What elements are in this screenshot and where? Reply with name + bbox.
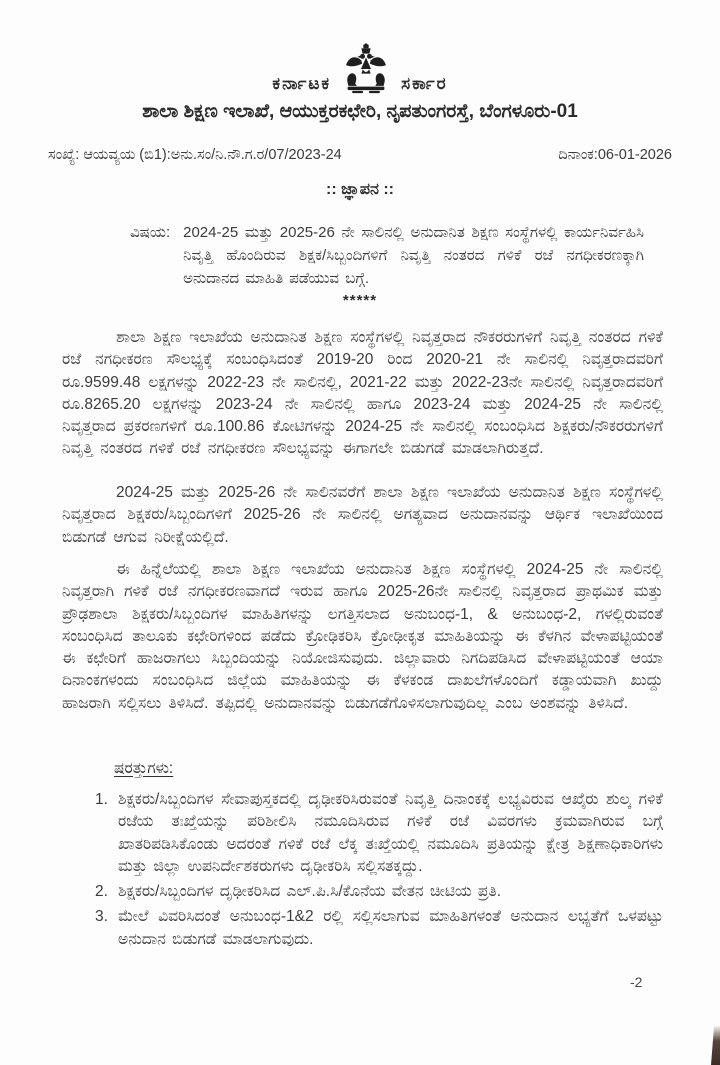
office-address-line: ಶಾಲಾ ಶಿಕ್ಷಣ ಇಲಾಖೆ, ಆಯುಕ್ತರಕಛೇರಿ, ನೃಪತುಂಗರಸ್ತೆ, ಬೆಂಗಳೂರು-01 xyxy=(142,101,578,122)
body-paragraph-2: 2024-25 ಮತ್ತು 2025-26 ನೇ ಸಾಲಿನವರೆಗೆ ಶಾಲಾ ಶಿಕ್ಷಣ ಇಲಾಖೆಯ ಅನುದಾನಿತ ಶಿಕ್ಷಣ ಸಂಸ್ಥೆಗಳಲ್ಲಿ ನಿವೃತ್ತರಾದ ಶಿಕ್ಷಕರು/ಸಿಬ್ಬಂದಿಗಳಿಗೆ 2025-26 ನೇ ಸಾಲಿನಲ್ಲಿ ಅಗತ್ಯವಾದ ಅನುದಾನವನ್ನು ಆರ್ಥಿಕ ಇಲಾಖೆಯಿಂದ ಬಿಡುಗಡೆ ಆಗುವ ನಿರೀಕ್ಷೆಯಲ್ಲಿದೆ. xyxy=(62,484,663,546)
government-header xyxy=(0,42,720,96)
body-paragraph-3: ಈ ಹಿನ್ನೆಲೆಯಲ್ಲಿ ಶಾಲಾ ಶಿಕ್ಷಣ ಇಲಾಖೆಯ ಅನುದಾನಿತ ಶಿಕ್ಷಣ ಸಂಸ್ಥೆಗಳಲ್ಲಿ 2024-25 ನೇ ಸಾಲಿನಲ್ಲಿ ನಿವೃತ್ತರಾಗಿ ಗಳಿಕೆ ರಜೆ ನಗಧೀಕರಣವಾಗದೆ ಇರುವ ಹಾಗೂ 2025-26ನೇ ಸಾಲಿನಲ್ಲಿ ನಿವೃತ್ತರಾದ ಪ್ರಾಥಮಿಕ ಮತ್ತು ಪ್ರೌಢಶಾಲಾ ಶಿಕ್ಷಕರು/ಸಿಬ್ಬಂದಿಗಳ ಮಾಹಿತಿಗಳನ್ನು ಲಗತ್ತಿಸಲಾದ ಅನುಬಂಧ-1, & ಅನುಬಂಧ-2, ಗಳಲ್ಲಿರುವಂತೆ ಸಂಬಂಧಿಸಿದ ತಾಲೂಕು ಕಛೇರಿಗಳಿಂದ ಪಡೆದು ಕ್ರೋಢಿಕರಿಸಿ ಕ್ರೋಢೀಕೃತ ಮಾಹಿತಿಯನ್ನು ಈ ಕೆಳಗಿನ ವೇಳಾಪಟ್ಟಿಯಂತೆ ಈ ಕಛೇರಿಗೆ ಹಾಜರಾಗಲು ಸಿಬ್ಬಂದಿಯನ್ನು ನಿಯೋಜಿಸುವುದು. ಜಿಲ್ಲಾವಾರು ನಿಗದಿಪಡಿಸಿದ ವೇಳಾಪಟ್ಟಿಯಂತೆ ಆಯಾ ದಿನಾಂಕಗಳಂದು ಸಂಬಂಧಿಸಿದ ಜಿಲ್ಲೆಯ ಮಾಹಿತಿಯನ್ನು ಈ ಕೆಳಕಂಡ ದಾಖಲೆಗಳೊಂದಿಗೆ ಕಡ್ಡಾಯವಾಗಿ ಖುದ್ದು ಹಾಜರಾಗಿ ಸಲ್ಲಿಸಲು ತಿಳಿಸಿದೆ. ತಪ್ಪಿದಲ್ಲಿ ಅನುದಾನವನ್ನು ಬಿಡುಗಡೆಗೊಳಿಸಲಾಗುವುದಿಲ್ಲ ಎಂಬ ಅಂಶವನ್ನು ತಿಳಿಸಿದೆ. xyxy=(62,561,663,712)
condition-item-3 xyxy=(95,906,663,951)
government-name-left: ಕರ್ನಾಟಕ xyxy=(272,74,332,93)
condition-item-2 xyxy=(95,881,663,903)
reference-number: ಸಂಖ್ಯೆ: ಆಯವ್ಯಯ (ಬಿ1):ಅನು.ಸಂ/ನಿ.ನೌ.ಗ.ರ/07/2023-24 xyxy=(48,147,342,163)
condition-item-1 xyxy=(95,789,663,878)
condition-text: ಶಿಕ್ಷಕರು/ಸಿಬ್ಬಂದಿಗಳ ಸೇವಾಪುಸ್ತಕದಲ್ಲಿ ದೃಢೀಕರಿಸಿರುವಂತೆ ನಿವೃತ್ತಿ ದಿನಾಂಕಕ್ಕೆ ಲಭ್ಯವಿರುವ ಆಖೈರು ಶುಲ್ಕ ಗಳಿಕೆ ರಜೆಯ ತಃಖ್ತೆಯನ್ನು ಪರಿಶೀಲಿಸಿ ನಮೂದಿಸಿರುವ ಗಳಿಕೆ ರಜೆ ವಿವರಗಳು ಕ್ರಮವಾಗಿರುವ ಬಗ್ಗೆ ಖಾತರಿಪಡಿಸಿಕೊಂಡು ಅದರಂತೆ ಗಳಿಕೆ ರಜೆ ಲೆಕ್ಕ ತಃಖ್ತೆಯಲ್ಲಿ ನಮೂದಿಸಿ ಪ್ರತಿಯನ್ನು ಕ್ಷೇತ್ರ ಶಿಕ್ಷಣಾಧಿಕಾರಿಗಳು ಮತ್ತು ಜಿಲ್ಲಾ ಉಪನಿರ್ದೇಶಕರುಗಳು ದೃಢೀಕರಿಸಿ ಸಲ್ಲಿಸತಕ್ಕದ್ದು. xyxy=(118,791,663,875)
condition-number: 2. xyxy=(95,883,108,901)
karnataka-emblem-icon xyxy=(343,42,389,96)
reference-row xyxy=(48,147,672,163)
document-date: ದಿನಾಂಕ:06-01-2026 xyxy=(558,147,672,163)
scan-artifact xyxy=(711,1025,720,1065)
government-name-right: ಸರ್ಕಾರ xyxy=(401,74,448,93)
condition-text: ಮೇಲೆ ವಿವರಿಸಿದಂತೆ ಅನುಬಂಧ-1&2 ರಲ್ಲಿ ಸಲ್ಲಿಸಲಾಗುವ ಮಾಹಿತಿಗಳಂತೆ ಅನುದಾನ ಲಭ್ಯತೆಗೆ ಒಳಪಟ್ಟು ಅನುದಾನ ಬಿಡುಗಡೆ ಮಾಡಲಾಗುವುದು. xyxy=(118,908,663,948)
condition-number: 3. xyxy=(95,908,108,926)
body-paragraph-1: ಶಾಲಾ ಶಿಕ್ಷಣ ಇಲಾಖೆಯ ಅನುದಾನಿತ ಶಿಕ್ಷಣ ಸಂಸ್ಥೆಗಳಲ್ಲಿ ನಿವೃತ್ತರಾದ ನೌಕರರುಗಳಿಗೆ ನಿವೃತ್ತಿ ನಂತರದ ಗಳಿಕೆ ರಜೆ ನಗಧೀಕರಣ ಸೌಲಭ್ಯಕ್ಕೆ ಸಂಬಂಧಿಸಿದಂತೆ 2019-20 ರಿಂದ 2020-21 ನೇ ಸಾಲಿನಲ್ಲಿ ನಿವೃತ್ತರಾದವರಿಗೆ ರೂ.9599.48 ಲಕ್ಷಗಳನ್ನು 2022-23 ನೇ ಸಾಲಿನಲ್ಲಿ, 2021-22 ಮತ್ತು 2022-23ನೇ ಸಾಲಿನಲ್ಲಿ ನಿವೃತ್ತರಾದವರಿಗೆ ರೂ.8265.20 ಲಕ್ಷಗಳನ್ನು 2023-24 ನೇ ಸಾಲಿನಲ್ಲಿ ಹಾಗೂ 2023-24 ಮತ್ತು 2024-25 ನೇ ಸಾಲಿನಲ್ಲಿ ನಿವೃತ್ತರಾದ ಪ್ರಕರಣಗಳಿಗೆ ರೂ.100.86 ಕೋಟಿಗಳನ್ನು 2024-25 ನೇ ಸಾಲಿನಲ್ಲಿ ಸಂಬಂಧಿಸಿದ ಶಿಕ್ಷಕರು/ನೌಕರರುಗಳಿಗೆ ನಿವೃತ್ತಿ ನಂತರದ ಗಳಿಕೆ ರಜೆ ನಗಧೀಕರಣ ಸೌಲಭ್ಯವನ್ನು ಈಗಾಗಲೇ ಬಿಡುಗಡೆ ಮಾಡಲಾಗಿರುತ್ತದೆ. xyxy=(62,329,663,458)
condition-text: ಶಿಕ್ಷಕರು/ಸಿಬ್ಬಂದಿಗಳ ದೃಢೀಕರಿಸಿದ ಎಲ್.ಪಿ.ಸಿ/ಕೊನೆಯ ವೇತನ ಚೀಟಿಯ ಪ್ರತಿ. xyxy=(118,883,501,901)
subject-text: 2024-25 ಮತ್ತು 2025-26 ನೇ ಸಾಲಿನಲ್ಲಿ ಅನುದಾನಿತ ಶಿಕ್ಷಣ ಸಂಸ್ಥೆಗಳಲ್ಲಿ ಕಾರ್ಯನಿರ್ವಹಿಸಿ ನಿವೃತ್ತಿ ಹೊಂದಿರುವ ಶಿಕ್ಷಕ/ಸಿಬ್ಬಂದಿಗಳಿಗೆ ನಿವೃತ್ತಿ ನಂತರದ ಗಳಿಕೆ ರಜೆ ನಗಧೀಕರಣಕ್ಕಾಗಿ ಅನುದಾನದ ಮಾಹಿತಿ ಪಡೆಯುವ ಬಗ್ಗೆ. xyxy=(183,224,644,287)
conditions-heading: ಷರತ್ತುಗಳು: xyxy=(114,760,174,777)
subject-label: ವಿಷಯ: xyxy=(130,224,171,241)
condition-number: 1. xyxy=(95,791,108,808)
separator-stars: ***** xyxy=(342,292,378,309)
conditions-list xyxy=(95,789,663,951)
subject-block xyxy=(130,221,644,290)
memo-heading: :: ಜ್ಞಾಪನ :: xyxy=(326,181,394,198)
page-number: -2 xyxy=(630,974,643,990)
